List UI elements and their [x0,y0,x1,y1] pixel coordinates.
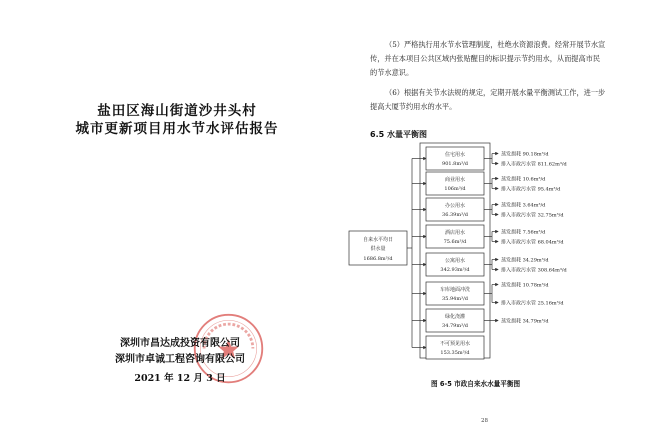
source-label-line2: 供水量 [370,246,386,252]
output-label: 蒸发损耗 34.29m³/d [501,257,549,264]
cover-title-line1: 盐田区海山街道沙井头村 [97,103,257,119]
consumer-name: 商业用水 [444,177,466,183]
consumer-value: 75.6m³/d [443,239,467,245]
output-label: 排入市政污水管 68.04m³/d [501,239,564,246]
output-label: 蒸发损耗 34.79m³/d [501,318,549,325]
cover-company-1: 深圳市昌达成投资有限公司 [120,338,240,349]
body-paragraph-5: （5）严格执行用水节水管理制度，杜绝水资源浪费。经常开展节水宣传，并在本项目公共区域内张贴醒目的标识提示节约用水，从而提高市民的节水意识。 [370,40,606,77]
page-number: 28 [481,418,488,424]
consumer-name: 不可预见用水 [439,341,471,347]
consumer-name: 酒店用水 [444,230,466,236]
consumer-name: 绿化浇灌 [444,314,466,320]
cover-title-line2: 城市更新项目用水节水评估报告 [75,121,279,137]
consumer-value: 342.93m³/d [440,267,470,273]
output-label: 蒸发损耗 3.64m³/d [501,202,546,209]
cover-company-2: 深圳市卓诚工程咨询有限公司 [115,354,245,365]
consumer-name: 车库地面冲洗 [439,287,471,293]
output-label: 排入市政污水管 308.64m³/d [501,267,567,274]
consumer-value: 901.8m³/d [442,161,468,167]
section-heading: 6.5 水量平衡图 [370,130,427,139]
consumer-name: 公寓用水 [444,258,466,264]
consumer-value: 34.79m³/d [442,323,468,329]
consumer-value: 106m³/d [444,186,466,192]
output-label: 蒸发损耗 10.6m³/d [501,176,546,183]
output-label: 排入市政污水管 95.4m³/d [501,186,561,193]
consumer-value: 36.39m³/d [442,212,468,218]
figure-caption: 图 6-5 市政自来水水量平衡图 [431,380,521,388]
output-label: 蒸发损耗 7.56m³/d [501,229,546,236]
cover-date: 2021 年 12 月 3 日 [134,373,226,384]
source-value: 1686.8m³/d [363,256,393,262]
output-label: 排入市政污水管 32.75m³/d [501,212,564,219]
output-label: 排入市政污水管 811.62m³/d [501,161,567,168]
body-paragraph-6: （6）根据有关节水法规的规定，定期开展水量平衡测试工作，进一步提高大厦节约用水的水平。 [370,88,606,111]
consumer-value: 153.35m³/d [440,350,470,356]
output-label: 排入市政污水管 25.16m³/d [501,300,564,307]
output-label: 蒸发损耗 10.78m³/d [501,282,549,289]
output-label: 蒸发损耗 90.18m³/d [501,151,549,158]
consumer-value: 35.94m³/d [442,296,468,302]
consumer-name: 住宅用水 [444,152,466,158]
source-label-line1: 自来水平均日 [362,237,394,243]
consumer-name: 办公用水 [444,203,466,209]
